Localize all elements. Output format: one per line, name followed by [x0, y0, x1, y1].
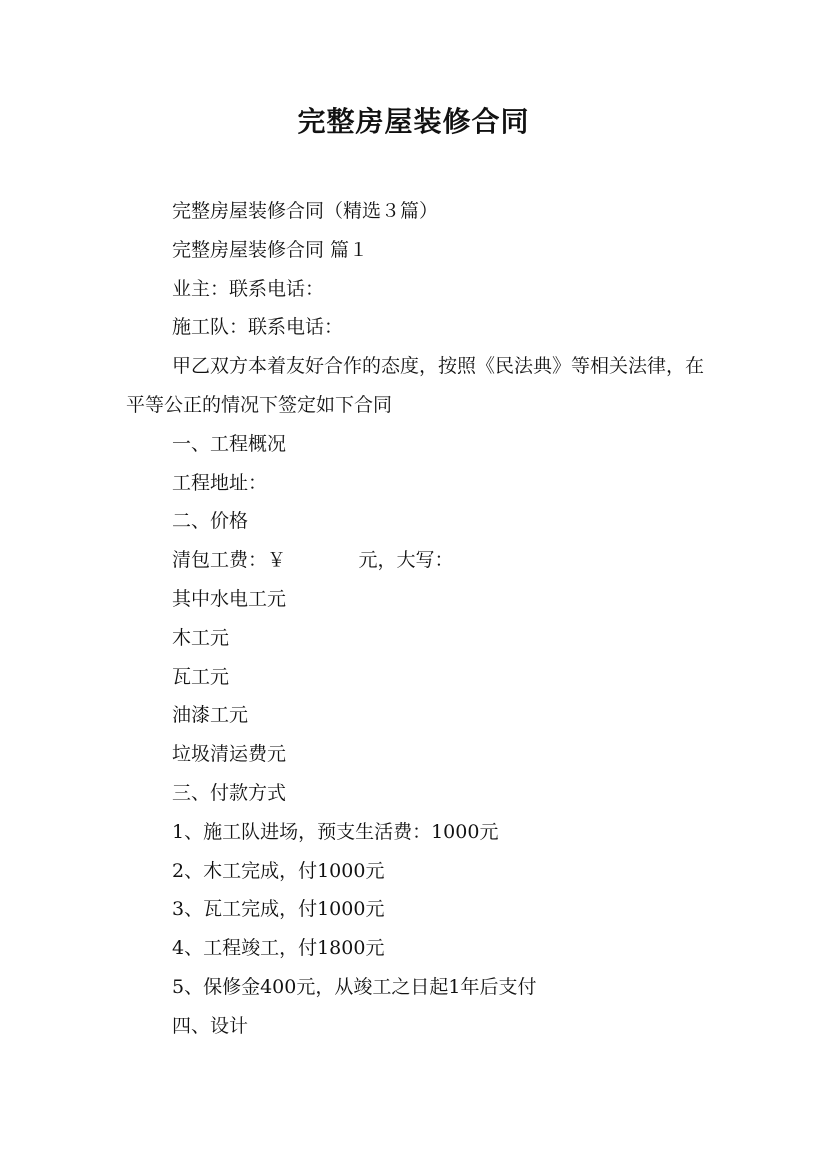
paragraph-owner-contact: 业主：联系电话： — [172, 277, 325, 300]
document-title: 完整房屋装修合同 — [297, 105, 530, 138]
section-heading-design: 四、设计 — [172, 1014, 249, 1037]
payment-item: 1、施工队进场，预支生活费：1000元 — [172, 820, 499, 843]
paragraph-tiling: 瓦工元 — [172, 665, 230, 688]
paragraph-part-heading: 完整房屋装修合同 篇１ — [172, 238, 369, 261]
paragraph-subtitle: 完整房屋装修合同（精选３篇） — [172, 200, 439, 222]
paragraph-project-address: 工程地址： — [172, 471, 268, 494]
section-heading-price: 二、价格 — [172, 510, 249, 533]
paragraph-waste-removal: 垃圾清运费元 — [172, 743, 287, 766]
paragraph-carpentry: 木工元 — [172, 626, 230, 649]
paragraph-preamble: 甲乙双方本着友好合作的态度，按照《民法典》等相关法律，在平等公正的情况下签定如下合同 — [126, 355, 705, 416]
section-heading-overview: 一、工程概况 — [172, 432, 287, 455]
paragraph-team-contact: 施工队：联系电话： — [172, 316, 344, 339]
paragraph-painting: 油漆工元 — [172, 704, 249, 727]
document-body — [126, 192, 711, 1046]
section-heading-payment: 三、付款方式 — [172, 781, 287, 804]
payment-item: 2、木工完成，付1000元 — [172, 859, 385, 882]
payment-item: 4、工程竣工，付1800元 — [172, 937, 385, 960]
paragraph-plumbing-electrical: 其中水电工元 — [172, 587, 287, 610]
paragraph-labor-fee: 清包工费：￥ 元，大写： — [172, 549, 454, 572]
payment-item: 5、保修金400元，从竣工之日起1年后支付 — [172, 975, 537, 998]
payment-item: 3、瓦工完成，付1000元 — [172, 898, 385, 921]
